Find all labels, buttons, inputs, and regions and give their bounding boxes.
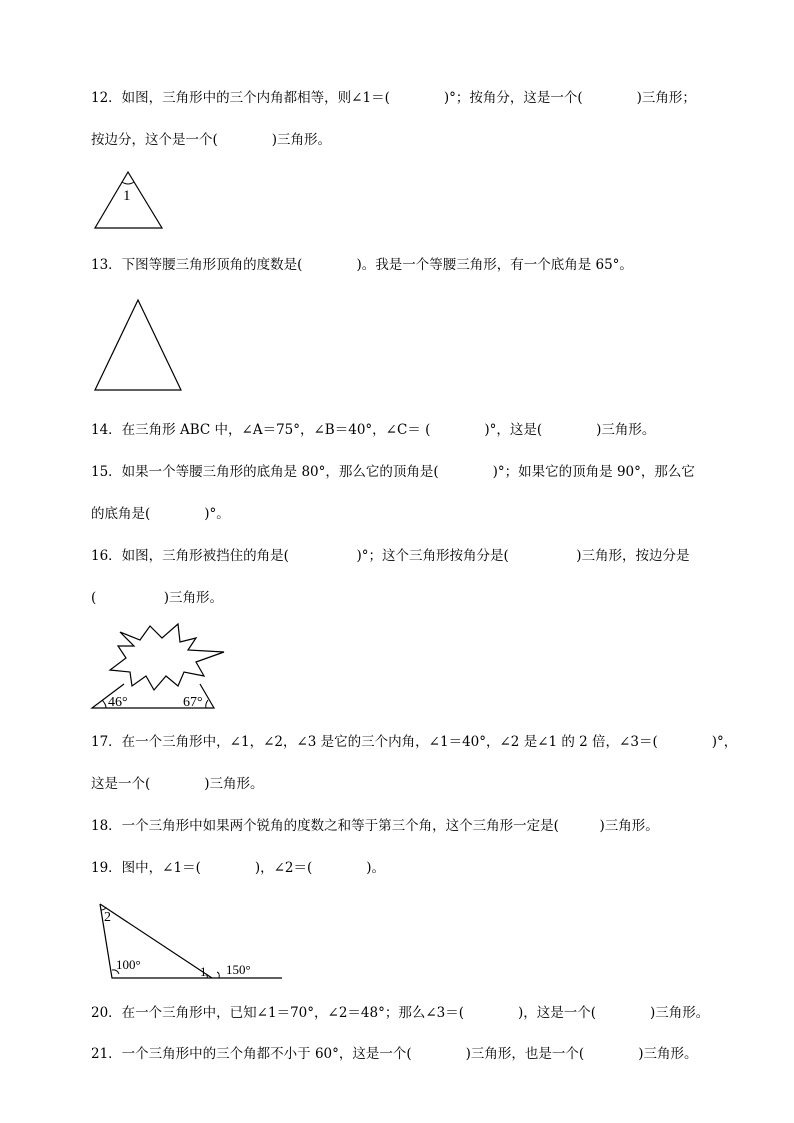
question-15-line-2: 的底角是( )°。 [91, 506, 230, 522]
question-17-line-1: 17．在一个三角形中，∠1，∠2，∠3 是它的三个内角，∠1＝40°，∠2 是∠1 的 2 倍，∠3＝( )°， [91, 734, 738, 750]
question-21: 21．一个三角形中的三个角都不小于 60°，这是一个( )三角形，也是一个( )三角形。 [91, 1046, 698, 1062]
triangle-outline [95, 300, 181, 390]
question-12-line-2: 按边分，这个是一个( )三角形。 [91, 132, 332, 148]
question-18: 18．一个三角形中如果两个锐角的度数之和等于第三个角，这个三角形一定是( )三角形。 [91, 818, 659, 834]
isosceles-triangle-figure [90, 296, 186, 396]
angle-150-label: 150° [226, 962, 251, 977]
angle-46-label: 46° [108, 695, 128, 710]
angle-67-label: 67° [183, 695, 203, 710]
equilateral-triangle-figure [90, 168, 170, 232]
angle-1-label: 1 [123, 188, 131, 204]
obtuse-triangle-figure [92, 896, 288, 986]
question-17-line-2: 这是一个( )三角形。 [91, 776, 264, 792]
question-15-line-1: 15．如果一个等腰三角形的底角是 80°，那么它的顶角是( )°；如果它的顶角是 90°，那么它 [91, 464, 695, 480]
question-16-line-1: 16．如图，三角形被挡住的角是( )°；这个三角形按角分是( )三角形，按边分是 [91, 548, 690, 564]
question-16-line-2: ( )三角形。 [91, 590, 224, 606]
question-13: 13．下图等腰三角形顶角的度数是( )。我是一个等腰三角形，有一个底角是 65°。 [91, 257, 633, 273]
angle-1-label: 1 [200, 964, 207, 979]
left-angle-arc [102, 700, 106, 708]
covered-triangle-figure [88, 622, 228, 714]
burst-cover-shape [110, 624, 224, 690]
angle-150-arc [217, 972, 219, 978]
question-20: 20．在一个三角形中，已知∠1＝70°，∠2＝48°；那么∠3＝( )，这是一个( )三角形。 [91, 1005, 710, 1021]
angle-2-label: 2 [104, 910, 111, 925]
angle-arc [122, 182, 134, 184]
right-angle-arc [206, 700, 208, 708]
question-14: 14．在三角形 ABC 中，∠A＝75°，∠B＝40°，∠C＝ ( )°，这是( )三角形。 [91, 422, 656, 438]
question-19: 19．图中，∠1＝( )，∠2＝( )。 [91, 860, 386, 876]
question-12-line-1: 12．如图，三角形中的三个内角都相等，则∠1＝( )°；按角分，这是一个( )三角形； [91, 90, 696, 106]
angle-100-label: 100° [116, 957, 141, 972]
